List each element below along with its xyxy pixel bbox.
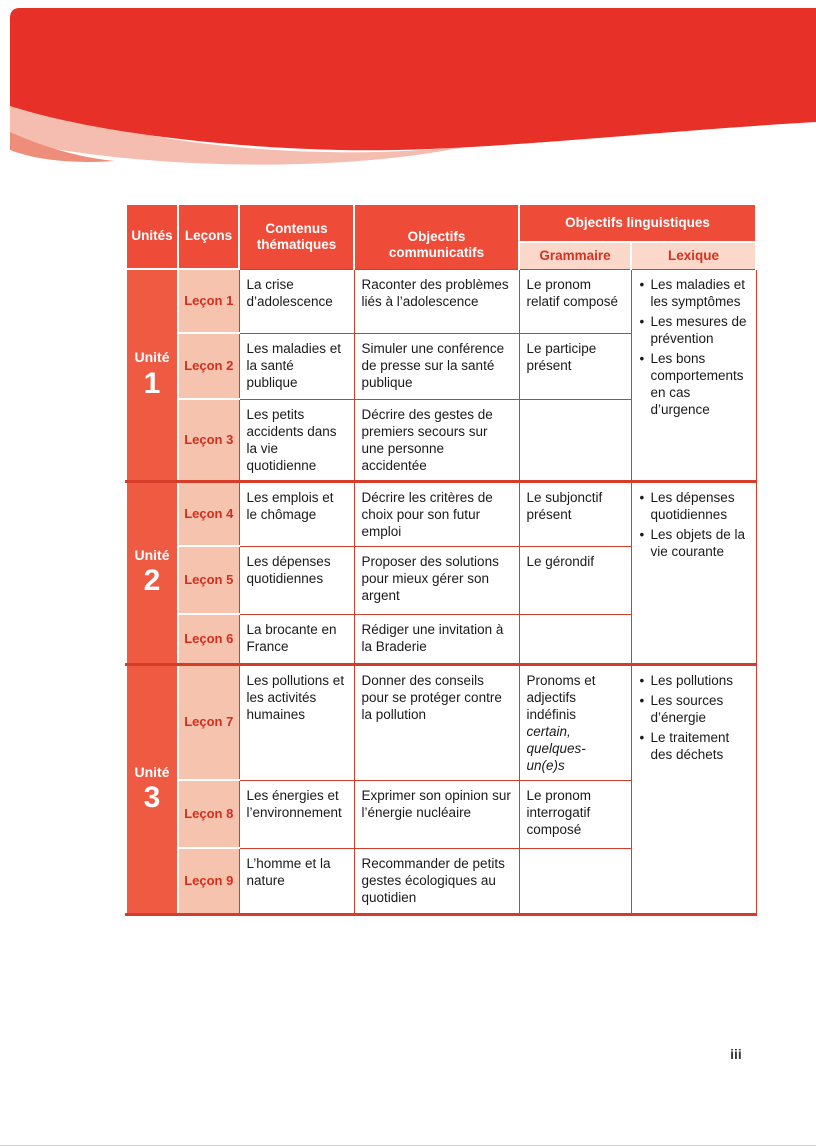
lesson-row [126,481,756,546]
contenus-cell: L’homme et la nature [239,848,354,914]
unit-number: 1 [143,366,161,400]
lexique-item: • Les bons comportements en cas d’urgence [639,350,749,418]
lesson-row [126,664,756,780]
lesson-1-label: Leçon 1 [178,269,239,333]
grammaire-cell [519,481,631,546]
lesson-2-label: Leçon 2 [178,333,239,399]
page-number: iii [730,1046,742,1062]
grammaire-emphasis: certain, quelques-un(e)s [526,723,586,773]
lexique-item: • Les pollutions [639,672,749,689]
col-header-lexique: Lexique [631,242,756,269]
header-banner [0,0,816,170]
grammaire-text: Le participe présent [526,340,597,373]
col-header-objectifs-linguistiques: Objectifs linguistiques [519,204,756,242]
lexique-cell [631,481,756,664]
lesson-3-label: Leçon 3 [178,399,239,481]
unit-label: Unité [134,349,170,366]
lexique-list [639,672,749,763]
unit-label: Unité [134,763,170,780]
grammaire-cell [519,333,631,399]
grammaire-text: Pronoms et adjectifs indéfinis [526,672,596,722]
unit-number: 3 [143,780,161,814]
grammaire-cell [519,399,631,481]
unit-3-cell [126,664,178,914]
lexique-cell [631,269,756,481]
grammaire-cell [519,848,631,914]
objectifs-cell: Rédiger une invitation à la Braderie [354,614,519,664]
contenus-cell: La crise d’adolescence [239,269,354,333]
objectifs-cell: Simuler une conférence de presse sur la santé publique [354,333,519,399]
grammaire-cell [519,269,631,333]
lexique-item: • Les sources d’énergie [639,692,749,726]
contents-table [125,203,757,916]
objectifs-cell: Donner des conseils pour se protéger contre la pollution [354,664,519,780]
unit-2-cell [126,481,178,664]
contenus-cell: Les énergies et l’environnement [239,780,354,848]
col-header-contenus-thematiques: Contenus thématiques [239,204,354,269]
lexique-item: • Le traitement des déchets [639,729,749,763]
unit-number: 2 [143,564,161,598]
lesson-7-label: Leçon 7 [178,664,239,780]
grammaire-cell [519,664,631,780]
grammaire-cell [519,780,631,848]
objectifs-cell: Raconter des problèmes liés à l’adolescence [354,269,519,333]
objectifs-cell: Recommander de petits gestes écologiques au quotidien [354,848,519,914]
lexique-cell [631,664,756,914]
lesson-6-label: Leçon 6 [178,614,239,664]
objectifs-cell: Proposer des solutions pour mieux gérer son argent [354,546,519,614]
contenus-cell: Les pollutions et les activités humaines [239,664,354,780]
grammaire-cell [519,546,631,614]
unit-label: Unité [134,547,170,564]
lexique-item: • Les objets de la vie courante [639,526,749,560]
contenus-cell: Les petits accidents dans la vie quotidienne [239,399,354,481]
grammaire-cell [519,614,631,664]
contenus-cell: Les dépenses quotidiennes [239,546,354,614]
lexique-item: • Les maladies et les symptômes [639,276,749,310]
contenus-cell: Les emplois et le chômage [239,481,354,546]
lesson-5-label: Leçon 5 [178,546,239,614]
lesson-8-label: Leçon 8 [178,780,239,848]
grammaire-text: Le pronom relatif composé [526,276,619,309]
header-row-1 [126,204,756,242]
col-header-objectifs-communicatifs: Objectifs communicatifs [354,204,519,269]
lexique-item: • Les dépenses quotidiennes [639,489,749,523]
objectifs-cell: Décrire les critères de choix pour son futur emploi [354,481,519,546]
banner-red-band [10,8,816,150]
grammaire-text: Le pronom interrogatif composé [526,787,592,837]
col-header-grammaire: Grammaire [519,242,631,269]
objectifs-cell: Exprimer son opinion sur l’énergie nucléaire [354,780,519,848]
lexique-item: • Les mesures de prévention [639,313,749,347]
contenus-cell: La brocante en France [239,614,354,664]
objectifs-cell: Décrire des gestes de premiers secours sur une personne accidentée [354,399,519,481]
grammaire-text: Le gérondif [526,553,595,569]
lesson-9-label: Leçon 9 [178,848,239,914]
lesson-row [126,269,756,333]
contenus-cell: Les maladies et la santé publique [239,333,354,399]
lexique-list [639,276,749,418]
lesson-4-label: Leçon 4 [178,481,239,546]
unit-1-cell [126,269,178,481]
col-header-unites: Unités [126,204,178,269]
lexique-list [639,489,749,560]
col-header-lecons: Leçons [178,204,239,269]
grammaire-text: Le subjonctif présent [526,489,603,522]
